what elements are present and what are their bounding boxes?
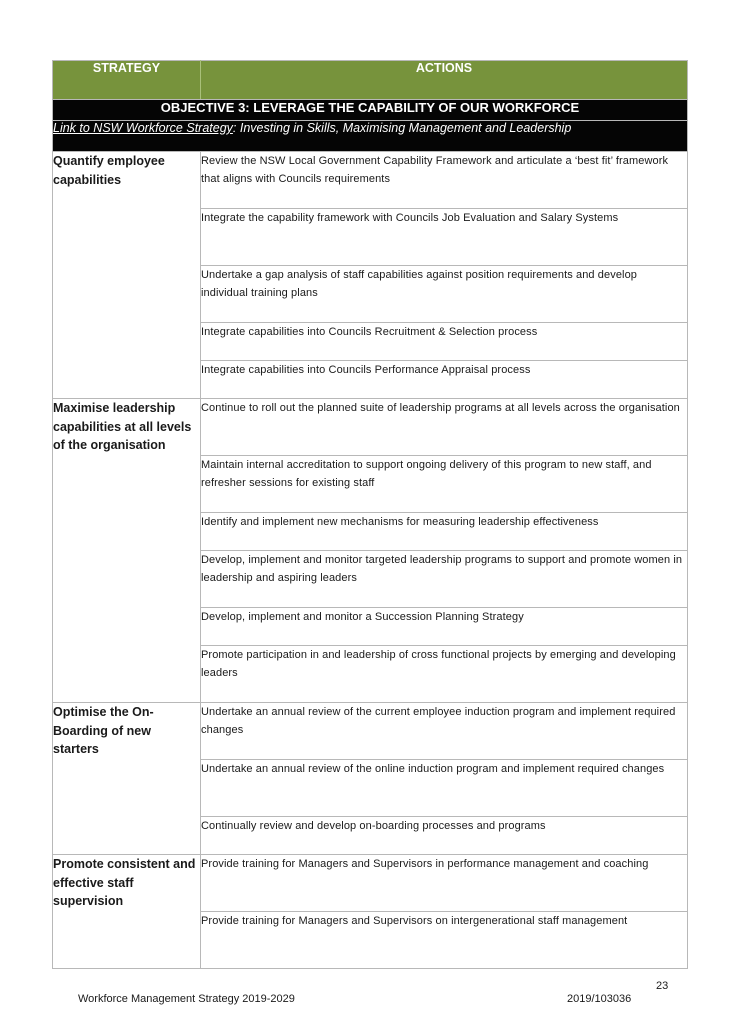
action-cell: Integrate the capability framework with Councils Job Evaluation and Salary Systems (201, 209, 688, 266)
objective-row (53, 100, 688, 121)
strategy-actions-table (52, 60, 688, 969)
strategy-cell: Quantify employee capabilities (53, 152, 201, 399)
actions-column-header: ACTIONS (201, 61, 688, 100)
action-cell: Continue to roll out the planned suite of leadership programs at all levels across the organisation (201, 399, 688, 456)
action-cell: Develop, implement and monitor targeted leadership programs to support and promote women in leadership and aspiring leaders (201, 551, 688, 608)
action-cell: Undertake a gap analysis of staff capabilities against position requirements and develop individual training plans (201, 266, 688, 323)
strategy-column-header: STRATEGY (53, 61, 201, 100)
action-cell: Promote participation in and leadership of cross functional projects by emerging and developing leaders (201, 646, 688, 703)
strategy-cell: Maximise leadership capabilities at all levels of the organisation (53, 399, 201, 703)
footer-reference-number: 2019/103036 (567, 993, 632, 1005)
action-cell: Develop, implement and monitor a Succession Planning Strategy (201, 608, 688, 646)
objective-link-text (53, 121, 688, 152)
action-cell: Integrate capabilities into Councils Performance Appraisal process (201, 361, 688, 399)
table-row (53, 399, 688, 456)
objective-title: OBJECTIVE 3: LEVERAGE THE CAPABILITY OF OUR WORKFORCE (53, 100, 688, 121)
table-row (53, 703, 688, 760)
page-number: 23 (656, 980, 669, 992)
action-cell: Identify and implement new mechanisms for measuring leadership effectiveness (201, 513, 688, 551)
action-cell: Integrate capabilities into Councils Recruitment & Selection process (201, 323, 688, 361)
action-cell: Maintain internal accreditation to support ongoing delivery of this program to new staff, and refresher sessions for existing staff (201, 456, 688, 513)
action-cell: Provide training for Managers and Supervisors on intergenerational staff management (201, 912, 688, 969)
strategy-cell: Optimise the On-Boarding of new starters (53, 703, 201, 855)
action-cell: Provide training for Managers and Supervisors in performance management and coaching (201, 855, 688, 912)
action-cell: Undertake an annual review of the current employee induction program and implement required changes (201, 703, 688, 760)
action-cell: Undertake an annual review of the online induction program and implement required changes (201, 760, 688, 817)
table-row (53, 152, 688, 209)
table-row (53, 855, 688, 912)
objective-link-detail: : Investing in Skills, Maximising Management and Leadership (232, 121, 572, 135)
nsw-workforce-strategy-link[interactable]: Link to NSW Workforce Strategy (53, 121, 233, 135)
table-header-row (53, 61, 688, 100)
footer-document-title: Workforce Management Strategy 2019-2029 (78, 993, 295, 1005)
strategy-cell: Promote consistent and effective staff supervision (53, 855, 201, 969)
action-cell: Continually review and develop on-boarding processes and programs (201, 817, 688, 855)
objective-link-row (53, 121, 688, 152)
action-cell: Review the NSW Local Government Capability Framework and articulate a ‘best fit’ framework that aligns with Councils requirements (201, 152, 688, 209)
